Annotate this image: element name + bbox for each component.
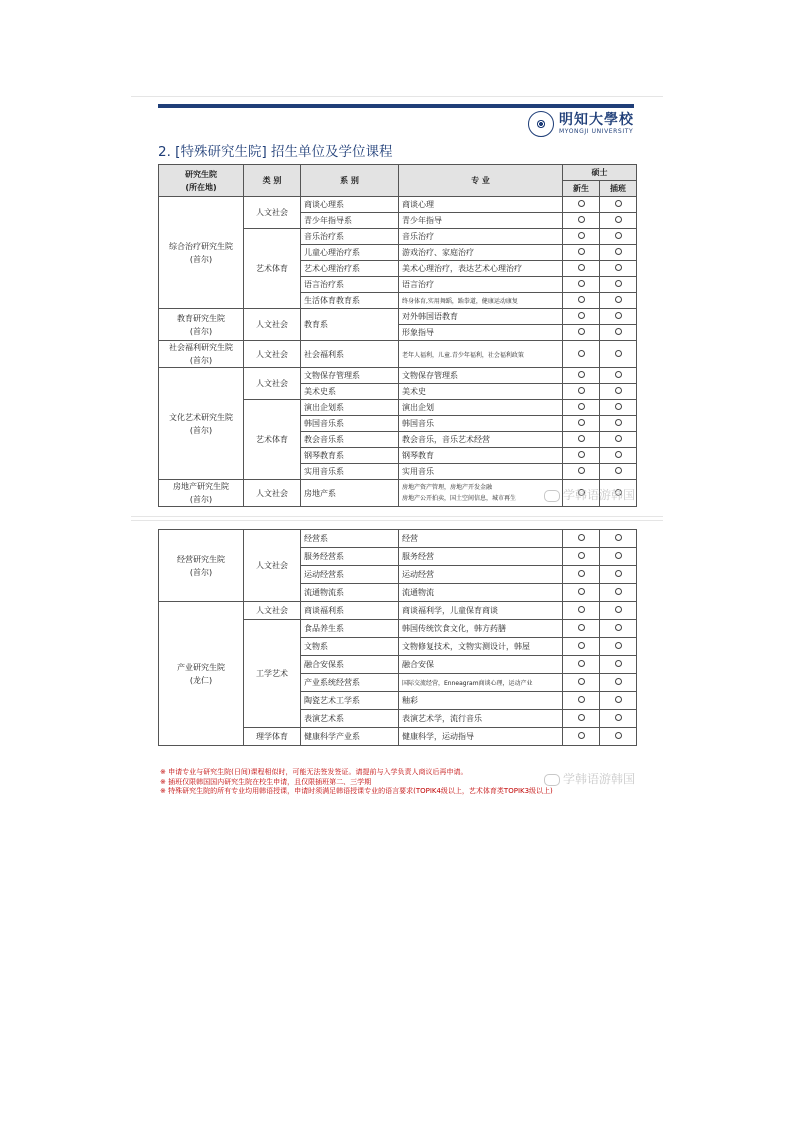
circle-mark-icon <box>615 312 622 319</box>
transfer-mark-cell <box>600 341 637 368</box>
sheet-edge <box>131 516 663 517</box>
section-title: 2. [特殊研究生院] 招生单位及学位课程 <box>158 144 393 160</box>
school-cell: 文化艺术研究生院 (首尔) <box>159 368 244 480</box>
circle-mark-icon <box>615 588 622 595</box>
school-cell: 教育研究生院 (首尔) <box>159 309 244 341</box>
circle-mark-icon <box>578 534 585 541</box>
new-mark-cell <box>563 341 600 368</box>
circle-mark-icon <box>578 606 585 613</box>
dept-cell: 青少年指导系 <box>301 213 399 229</box>
header-major: 专 业 <box>399 165 563 197</box>
category-cell: 人文社会 <box>244 368 301 400</box>
circle-mark-icon <box>615 642 622 649</box>
new-mark-cell <box>563 674 600 692</box>
major-cell: 商谈心理 <box>399 197 563 213</box>
school-cell: 产业研究生院 (龙仁) <box>159 602 244 746</box>
dept-cell: 韩国音乐系 <box>301 416 399 432</box>
header-new: 新生 <box>563 181 600 197</box>
category-cell: 艺术体育 <box>244 400 301 480</box>
category-cell: 人文社会 <box>244 197 301 229</box>
dept-cell: 流通物流系 <box>301 584 399 602</box>
new-mark-cell <box>563 638 600 656</box>
dept-cell: 美术史系 <box>301 384 399 400</box>
transfer-mark-cell <box>600 384 637 400</box>
new-mark-cell <box>563 584 600 602</box>
transfer-mark-cell <box>600 530 637 548</box>
transfer-mark-cell <box>600 432 637 448</box>
new-mark-cell <box>563 261 600 277</box>
major-cell: 美术心理治疗，表达艺术心理治疗 <box>399 261 563 277</box>
sheet-edge <box>131 96 663 97</box>
dept-cell: 实用音乐系 <box>301 464 399 480</box>
transfer-mark-cell <box>600 261 637 277</box>
new-mark-cell <box>563 213 600 229</box>
circle-mark-icon <box>615 696 622 703</box>
major-cell: 文物修复技术，文物实测设计，韩屋 <box>399 638 563 656</box>
major-cell: 韩国音乐 <box>399 416 563 432</box>
transfer-mark-cell <box>600 309 637 325</box>
dept-cell: 生活体育教育系 <box>301 293 399 309</box>
dept-cell: 融合安保系 <box>301 656 399 674</box>
transfer-mark-cell <box>600 229 637 245</box>
dept-cell: 钢琴教育系 <box>301 448 399 464</box>
transfer-mark-cell <box>600 293 637 309</box>
dept-cell: 文物系 <box>301 638 399 656</box>
major-cell: 老年人福利，儿童.青少年福利，社会福利政策 <box>399 341 563 368</box>
new-mark-cell <box>563 464 600 480</box>
circle-mark-icon <box>578 714 585 721</box>
dept-cell: 艺术心理治疗系 <box>301 261 399 277</box>
circle-mark-icon <box>615 467 622 474</box>
dept-cell: 语言治疗系 <box>301 277 399 293</box>
category-cell: 人文社会 <box>244 480 301 507</box>
major-cell: 流通物流 <box>399 584 563 602</box>
new-mark-cell <box>563 566 600 584</box>
new-mark-cell <box>563 530 600 548</box>
circle-mark-icon <box>615 435 622 442</box>
transfer-mark-cell <box>600 656 637 674</box>
circle-mark-icon <box>578 296 585 303</box>
dept-cell: 儿童心理治疗系 <box>301 245 399 261</box>
table-row <box>159 530 637 548</box>
category-cell: 工学艺术 <box>244 620 301 728</box>
major-cell: 对外韩国语教育 <box>399 309 563 325</box>
new-mark-cell <box>563 400 600 416</box>
dept-cell: 房地产系 <box>301 480 399 507</box>
transfer-mark-cell <box>600 638 637 656</box>
major-cell: 演出企划 <box>399 400 563 416</box>
major-cell: 钢琴教育 <box>399 448 563 464</box>
dept-cell: 陶瓷艺术工学系 <box>301 692 399 710</box>
dept-cell: 食品养生系 <box>301 620 399 638</box>
circle-mark-icon <box>578 732 585 739</box>
table-row <box>159 341 637 368</box>
category-cell: 人文社会 <box>244 341 301 368</box>
category-cell: 理学体育 <box>244 728 301 746</box>
dept-cell: 演出企划系 <box>301 400 399 416</box>
circle-mark-icon <box>578 387 585 394</box>
circle-mark-icon <box>615 200 622 207</box>
circle-mark-icon <box>615 732 622 739</box>
category-cell: 人文社会 <box>244 602 301 620</box>
circle-mark-icon <box>615 419 622 426</box>
circle-mark-icon <box>615 624 622 631</box>
transfer-mark-cell <box>600 710 637 728</box>
circle-mark-icon <box>615 248 622 255</box>
dept-cell: 教会音乐系 <box>301 432 399 448</box>
header-category: 类 别 <box>244 165 301 197</box>
dept-cell: 社会福利系 <box>301 341 399 368</box>
circle-mark-icon <box>615 216 622 223</box>
circle-mark-icon <box>578 552 585 559</box>
university-seal-icon <box>528 111 554 137</box>
transfer-mark-cell <box>600 692 637 710</box>
major-cell: 釉彩 <box>399 692 563 710</box>
table-2-body <box>159 530 637 746</box>
circle-mark-icon <box>578 350 585 357</box>
category-cell: 艺术体育 <box>244 229 301 309</box>
new-mark-cell <box>563 277 600 293</box>
dept-cell: 经营系 <box>301 530 399 548</box>
circle-mark-icon <box>578 312 585 319</box>
logo-sub-text: MYONGJI UNIVERSITY <box>559 128 634 135</box>
circle-mark-icon <box>578 264 585 271</box>
transfer-mark-cell <box>600 728 637 746</box>
circle-mark-icon <box>615 570 622 577</box>
circle-mark-icon <box>578 642 585 649</box>
new-mark-cell <box>563 293 600 309</box>
table-row <box>159 368 637 384</box>
circle-mark-icon <box>615 296 622 303</box>
circle-mark-icon <box>615 714 622 721</box>
transfer-mark-cell <box>600 448 637 464</box>
program-table-2 <box>158 529 637 746</box>
circle-mark-icon <box>578 419 585 426</box>
transfer-mark-cell <box>600 213 637 229</box>
major-cell: 表演艺术学，流行音乐 <box>399 710 563 728</box>
major-line: 房地产公开拍卖，国土空间信息，城市再生 <box>402 495 517 502</box>
major-cell: 青少年指导 <box>399 213 563 229</box>
circle-mark-icon <box>578 403 585 410</box>
new-mark-cell <box>563 548 600 566</box>
major-cell: 韩国传统饮食文化，韩方药膳 <box>399 620 563 638</box>
dept-cell: 产业系统经营系 <box>301 674 399 692</box>
table-1-body <box>159 197 637 507</box>
dept-cell: 运动经营系 <box>301 566 399 584</box>
table-row <box>159 309 637 325</box>
transfer-mark-cell <box>600 368 637 384</box>
school-cell: 综合治疗研究生院 (首尔) <box>159 197 244 309</box>
category-cell: 人文社会 <box>244 309 301 341</box>
watermark: 学韩语游韩国 <box>544 770 635 787</box>
transfer-mark-cell <box>600 197 637 213</box>
circle-mark-icon <box>615 678 622 685</box>
circle-mark-icon <box>615 403 622 410</box>
header-transfer: 插班 <box>600 181 637 197</box>
table-row <box>159 197 637 213</box>
new-mark-cell <box>563 245 600 261</box>
dept-cell: 商谈福利系 <box>301 602 399 620</box>
circle-mark-icon <box>615 451 622 458</box>
major-cell: 文物保存管理系 <box>399 368 563 384</box>
major-cell <box>399 480 563 507</box>
logo-main-text: 明知大學校 <box>559 112 634 128</box>
new-mark-cell <box>563 710 600 728</box>
new-mark-cell <box>563 602 600 620</box>
major-cell: 形象指导 <box>399 325 563 341</box>
circle-mark-icon <box>578 467 585 474</box>
circle-mark-icon <box>578 248 585 255</box>
circle-mark-icon <box>578 200 585 207</box>
new-mark-cell <box>563 448 600 464</box>
transfer-mark-cell <box>600 548 637 566</box>
new-mark-cell <box>563 692 600 710</box>
transfer-mark-cell <box>600 464 637 480</box>
circle-mark-icon <box>578 451 585 458</box>
major-cell: 服务经营 <box>399 548 563 566</box>
new-mark-cell <box>563 368 600 384</box>
header-master: 硕士 <box>563 165 637 181</box>
circle-mark-icon <box>578 328 585 335</box>
new-mark-cell <box>563 728 600 746</box>
circle-mark-icon <box>615 350 622 357</box>
circle-mark-icon <box>578 696 585 703</box>
new-mark-cell <box>563 325 600 341</box>
circle-mark-icon <box>578 588 585 595</box>
circle-mark-icon <box>615 552 622 559</box>
table-row <box>159 602 637 620</box>
major-cell: 游戏治疗、家庭治疗 <box>399 245 563 261</box>
dept-cell: 音乐治疗系 <box>301 229 399 245</box>
school-cell: 社会福利研究生院 (首尔) <box>159 341 244 368</box>
major-cell: 语言治疗 <box>399 277 563 293</box>
new-mark-cell <box>563 656 600 674</box>
new-mark-cell <box>563 432 600 448</box>
circle-mark-icon <box>578 371 585 378</box>
circle-mark-icon <box>615 371 622 378</box>
circle-mark-icon <box>615 328 622 335</box>
program-table-1 <box>158 164 637 507</box>
wechat-icon <box>544 490 560 502</box>
major-cell: 商谈福利学，儿童保育商谈 <box>399 602 563 620</box>
transfer-mark-cell <box>600 245 637 261</box>
major-cell: 音乐治疗 <box>399 229 563 245</box>
dept-cell: 文物保存管理系 <box>301 368 399 384</box>
dept-cell: 表演艺术系 <box>301 710 399 728</box>
major-cell: 教会音乐，音乐艺术经营 <box>399 432 563 448</box>
major-cell: 健康科学，运动指导 <box>399 728 563 746</box>
dept-cell: 健康科学产业系 <box>301 728 399 746</box>
major-cell: 运动经营 <box>399 566 563 584</box>
circle-mark-icon <box>578 280 585 287</box>
transfer-mark-cell <box>600 584 637 602</box>
circle-mark-icon <box>578 232 585 239</box>
circle-mark-icon <box>578 660 585 667</box>
circle-mark-icon <box>615 232 622 239</box>
transfer-mark-cell <box>600 416 637 432</box>
major-cell: 融合安保 <box>399 656 563 674</box>
major-cell: 国际交流经营，Enneagram商谈心理，运动产业 <box>399 674 563 692</box>
school-cell: 房地产研究生院 (首尔) <box>159 480 244 507</box>
circle-mark-icon <box>615 534 622 541</box>
dept-cell: 商谈心理系 <box>301 197 399 213</box>
dept-cell: 教育系 <box>301 309 399 341</box>
category-cell: 人文社会 <box>244 530 301 602</box>
circle-mark-icon <box>615 660 622 667</box>
new-mark-cell <box>563 229 600 245</box>
major-line: 房地产资产管理，房地产开发金融 <box>402 484 493 491</box>
note-line: ※ 特殊研究生院的所有专业均用韩语授课，申请时须满足韩语授课专业的语言要求(TOPIK4级以上，艺术体育类TOPIK3级以上) <box>160 787 553 795</box>
circle-mark-icon <box>615 264 622 271</box>
note-line: ※ 申请专业与研究生院(日间)课程相似时，可能无法签发签证。请提前与入学负责人商议后再申请。 <box>160 768 468 776</box>
watermark: 学韩语游韩国 <box>544 486 635 503</box>
circle-mark-icon <box>578 624 585 631</box>
circle-mark-icon <box>578 678 585 685</box>
circle-mark-icon <box>578 216 585 223</box>
circle-mark-icon <box>615 280 622 287</box>
university-logo <box>528 110 634 138</box>
note-line: ※ 插班仅限韩国国内研究生院在校生申请，且仅限插班第二、三学期 <box>160 777 372 786</box>
header-school: 研究生院 (所在地) <box>159 165 244 197</box>
header-bar <box>158 104 634 108</box>
major-cell: 终身体育,实用舞蹈，跆拳道，健康运动康复 <box>399 293 563 309</box>
new-mark-cell <box>563 620 600 638</box>
transfer-mark-cell <box>600 325 637 341</box>
new-mark-cell <box>563 416 600 432</box>
major-cell: 实用音乐 <box>399 464 563 480</box>
major-cell: 经营 <box>399 530 563 548</box>
new-mark-cell <box>563 384 600 400</box>
dept-cell: 服务经营系 <box>301 548 399 566</box>
new-mark-cell <box>563 309 600 325</box>
sheet-edge <box>131 520 663 521</box>
header-dept: 系 别 <box>301 165 399 197</box>
transfer-mark-cell <box>600 674 637 692</box>
major-cell: 美术史 <box>399 384 563 400</box>
transfer-mark-cell <box>600 566 637 584</box>
new-mark-cell <box>563 197 600 213</box>
circle-mark-icon <box>615 606 622 613</box>
circle-mark-icon <box>578 435 585 442</box>
school-cell: 经营研究生院 (首尔) <box>159 530 244 602</box>
circle-mark-icon <box>578 570 585 577</box>
transfer-mark-cell <box>600 620 637 638</box>
transfer-mark-cell <box>600 277 637 293</box>
circle-mark-icon <box>615 387 622 394</box>
transfer-mark-cell <box>600 602 637 620</box>
wechat-icon <box>544 774 560 786</box>
notes <box>160 768 553 797</box>
transfer-mark-cell <box>600 400 637 416</box>
